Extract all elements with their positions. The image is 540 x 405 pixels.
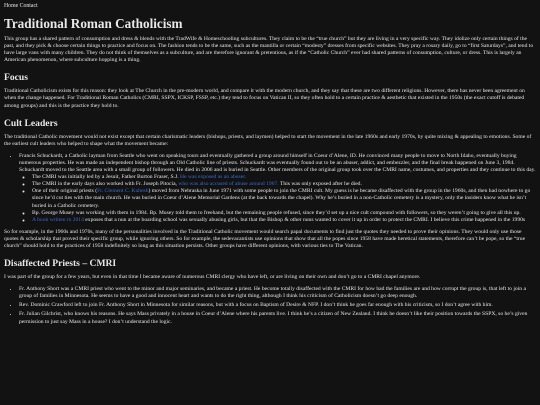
list-item: • Fr. Anthony Short was a CMRI priest who went to the minor and major seminaries, and became a priest. He become totally disaffected with the CMRI for how bad the families are and how corrupt the group is, that left to join a group of families in Minnesota. He seems to have a good and innocent heart and wants to do the right thing, although I think his criticism of Catholicism doesn’t go deep enough. [19, 286, 536, 300]
sublist-item [32, 188, 536, 209]
disaffected-priests-intro: I was part of the group for a few years, but even in that time I became aware of numerous CMRI clergy who have left, or are living on their own and don’t go to a CMRI chapel anymore. [4, 274, 421, 281]
sublist-text: ) moved from Nebraska in June 1971 with some people to join the CMRI cult. My guess is he became disaffected with the group in the 1960s, and then had nowhere to go since he’d cut ties with the main church. He was buried in Coeur d’Alene Memorial Gardens (at the back towards the chapel). Why he’s buried in a non-Catholic cemetery is a mystery, only the insiders know what he isn’t buried in a Catholic cemetery. [32, 188, 531, 209]
list-item: • Fr. Julian Gilchrist, who knows his reasons. He says Mass privately in a house in Coeur d’Alene where his parents live. I think he’s a citizen of New Zealand. I think he doesn’t like their position towards the SSPX, so he’s given permission to just say Mass in a house? I don’t understand the logic. [19, 311, 536, 325]
sublist-text: exposes that a nun at the boarding school was sexually abusing girls, but that the Bishop & other nuns wanted to cover it up in order to protect the CMRI. I believe this crime happened in the 1990s [83, 216, 526, 223]
list-item-schuckardt [19, 153, 536, 224]
focus-paragraph: Traditional Catholicism exists for this reason: they look at The Church in the pre-modern world, and compare it with the modern church, and they say that these are two different religions. However, there has never been agreement on when the change happened. For Traditional Roman Catholics (CMRI, SSPX, ICKSP, FSSP, etc.) they tend to focus on Vatican II, so they often hold to a certain practice & aesthetic that existed in the 1950s (the exact cutoff is debated among groups) and this is the practice they hold to. [4, 88, 525, 109]
sublist-text: This was only exposed after he died. [278, 181, 362, 188]
focus-heading: Focus [4, 72, 28, 84]
nav-contact-link[interactable]: Contact [19, 3, 38, 9]
book-2014-link[interactable]: A book written in 2014 [32, 216, 84, 223]
intro-paragraph: This group has a shared pattern of consumption and dress & blends with the TradWife & Homeschooling subcultures. They claim to be the “true church” but they are living in a very specific way. They idolize only certain things of the past, and they pick & choose certain things to practice and focus on. The fashion tends to be the same, such as the mantilla or certain “modesty” dresses from specific websites. They pray a rosary daily, go to “first Saturdays”, and tend to have large vans with many children. They do not think of themselves as a subculture, and are therefore ignorant & pretentious, as if the “Catholic Church” ever had shared patterns of consumption, culture, or dress. This is largely an American phenomenon, where subculture hopping is a thing. [4, 36, 534, 64]
sublist-text: The CMRI was initially led by a Jesuit, Father Burton Fraser, S.J. [32, 174, 180, 181]
sublist-text: The CMRI in the early days also worked with Fr. Joseph Pitocia, [32, 181, 179, 188]
cult-leaders-list [4, 153, 536, 224]
sublist-text: One of their original priests ( [32, 188, 98, 195]
sublist-item [32, 210, 536, 217]
schuckardt-text: Francis Schuckardt, a Catholic layman from Seattle who went on speaking tours and eventually gathered a group around himself in Coeur d’Alene, ID. He convinced many people to move to North Idaho, eventually buying numerous properties. He was made an independent bishop through an Old Catholic line of priests. Schuckardt was eventually found out to be an abuser, addict, and embezzler, and the final break happened on June 3, 1984. Schuckardt moved to the Seattle area with a small group of followers. He died in 2006 and is buried in Seattle. Other members of the original group took over the CMRI name, costumes, and properties and they continue to this day. [19, 152, 536, 174]
sublist-item [32, 217, 536, 224]
top-nav [4, 3, 536, 10]
cult-leaders-outro: So for example, in the 1960s and 1970s, many of the personalities involved in the Traditional Catholic movement would search papal documents to find just the quotes they needed to prove their opinions. They would only use those quotes & scholarship that proved their specific group, while ignoring others. So for example, the sedevacantists use opinions that show that all the popes since 1958 have made heretical statements, therefore can’t be pope, so the “true church” should hold to the practices of 1958 indefinitely so long as this situation persists. Other groups have different opinions, with various ties to The Vatican. [4, 228, 526, 249]
cult-leaders-heading: Cult Leaders [4, 117, 58, 129]
list-item: • Rev. Dominic Crawford left to join Fr. Anthony Short in Minnesota for similar reasons, but with a focus on Baptism of Desire & NFP. I don’t think he goes far enough with his criticism, so I don’t agree with him. [19, 302, 536, 309]
pitocia-abuse-link[interactable]: who was also accused of abuse around 1967. [178, 181, 279, 188]
fraser-abuse-link[interactable]: He was exposed as an abuser. [180, 174, 247, 181]
sublist-text: Bp. George Musey was working with them in 1984. Bp. Musey told them to freehand, but the remaining people refused, since they’d set up a nice cult compound with followers, so they weren’t going to give all this up. [32, 209, 521, 216]
cult-leaders-intro: The traditional Catholic movement would not exist except that certain charismatic leaders (bishops, priests, and laymen) helped to start the movement in the late 1960s and early 1970s, by quite mixing & appealing to emotions. Some of the earliest cult leaders who helped to shape what the movement became: [4, 133, 532, 147]
kubesh-link[interactable]: Fr. Clement C. Kubesh [97, 188, 149, 195]
disaffected-priests-heading: Disaffected Priests – CMRI [4, 258, 117, 270]
cmri-sublist [19, 174, 536, 224]
disaffected-priests-list [4, 286, 536, 325]
page-title: Traditional Roman Catholicism [4, 16, 183, 31]
nav-home-link[interactable]: Home [4, 3, 19, 9]
